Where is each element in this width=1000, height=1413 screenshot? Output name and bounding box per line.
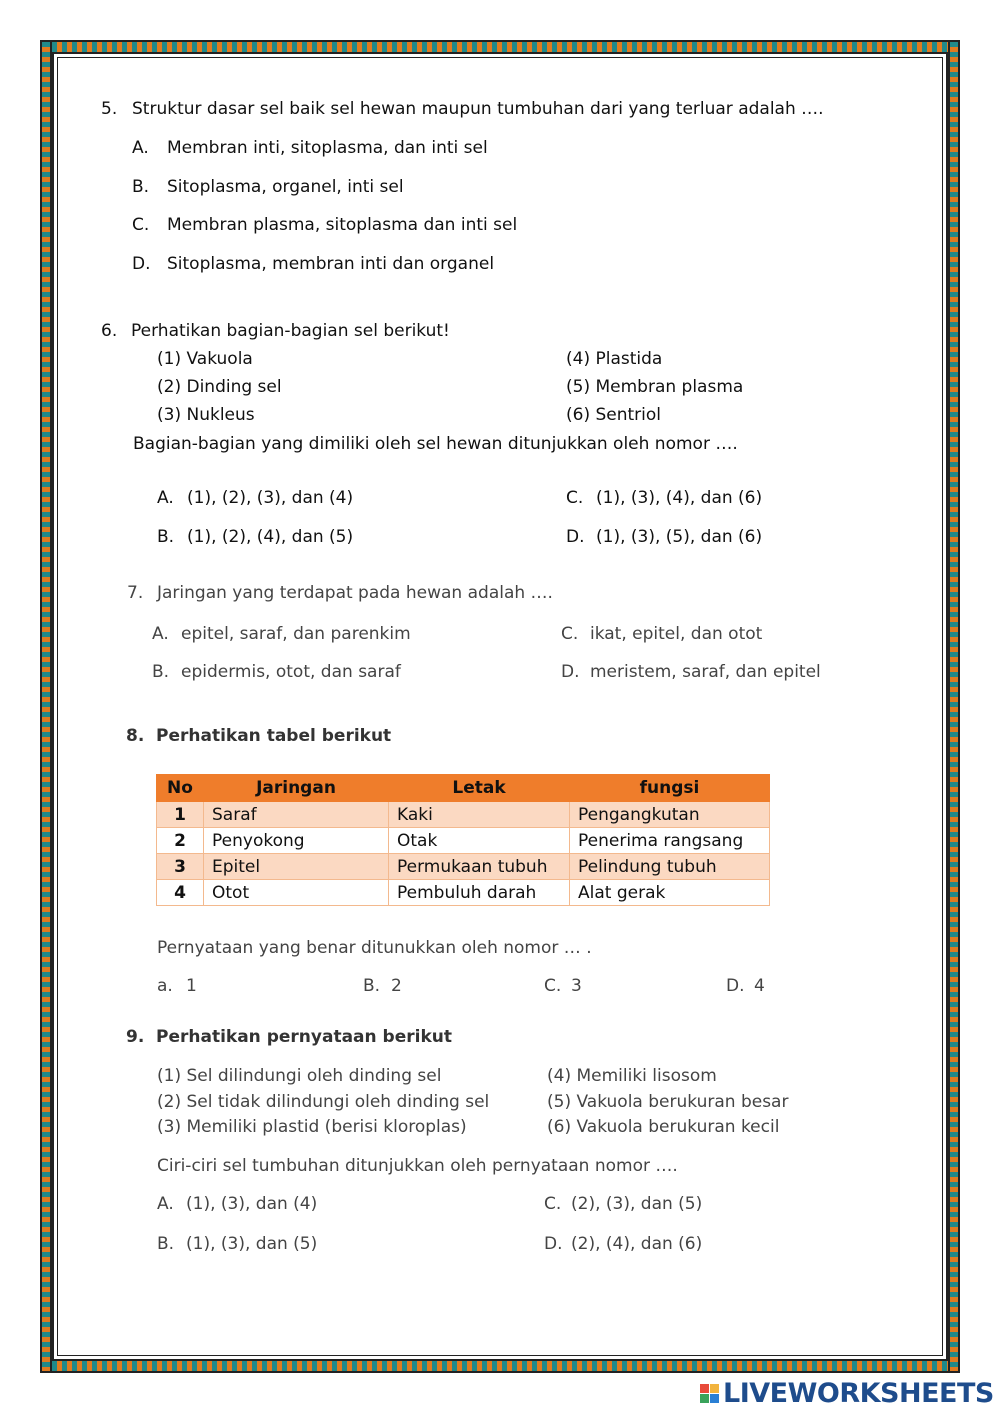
option-letter: C.	[544, 1194, 562, 1214]
table-row	[157, 854, 770, 880]
option-letter: C.	[544, 976, 562, 996]
table-cell: Otak	[389, 828, 570, 854]
table-header: fungsi	[570, 775, 770, 802]
question-prompt: Bagian-bagian yang dimiliki oleh sel hewan ditunjukkan oleh nomor ….	[133, 434, 738, 454]
option-letter: D.	[544, 1234, 563, 1254]
question-text: Perhatikan bagian-bagian sel berikut!	[131, 321, 450, 341]
option-text[interactable]: Sitoplasma, membran inti dan organel	[167, 254, 495, 274]
list-item: (3) Memiliki plastid (berisi kloroplas)	[157, 1117, 467, 1137]
table-cell: Kaki	[389, 802, 570, 828]
option-text[interactable]: (1), (2), (4), dan (5)	[187, 527, 354, 547]
option-letter: B.	[152, 662, 170, 682]
table-cell: Penerima rangsang	[570, 828, 770, 854]
table-cell: Pengangkutan	[570, 802, 770, 828]
table-cell: Alat gerak	[570, 880, 770, 906]
option-letter: A.	[132, 138, 149, 158]
table-cell: Epitel	[204, 854, 389, 880]
table-row	[157, 802, 770, 828]
question-number: 8.	[126, 726, 145, 746]
table-header-row	[157, 775, 770, 802]
table-cell: Pelindung tubuh	[570, 854, 770, 880]
list-item: (6) Vakuola berukuran kecil	[547, 1117, 780, 1137]
list-item: (5) Vakuola berukuran besar	[547, 1092, 789, 1112]
page-border-right	[948, 40, 960, 1373]
option-text[interactable]: 4	[754, 976, 765, 996]
list-item: (2) Dinding sel	[157, 377, 282, 397]
option-text[interactable]: Sitoplasma, organel, inti sel	[167, 177, 404, 197]
list-item: (4) Memiliki lisosom	[547, 1066, 717, 1086]
liveworksheets-logo[interactable]	[700, 1378, 994, 1408]
table-cell: 2	[157, 828, 204, 854]
question-prompt: Pernyataan yang benar ditunukkan oleh nomor … .	[157, 938, 592, 958]
option-text[interactable]: (1), (3), (5), dan (6)	[596, 527, 763, 547]
option-text[interactable]: Membran plasma, sitoplasma dan inti sel	[167, 215, 518, 235]
option-letter: B.	[157, 527, 175, 547]
option-text[interactable]: epitel, saraf, dan parenkim	[181, 624, 411, 644]
option-letter: D.	[132, 254, 151, 274]
table-row	[157, 828, 770, 854]
question-text: Perhatikan pernyataan berikut	[156, 1027, 452, 1047]
list-item: (3) Nukleus	[157, 405, 255, 425]
option-letter: C.	[566, 488, 584, 508]
option-text[interactable]: (1), (2), (3), dan (4)	[187, 488, 354, 508]
list-item: (5) Membran plasma	[566, 377, 744, 397]
option-text[interactable]: 2	[391, 976, 402, 996]
logo-text: LIVEWORKSHEETS	[723, 1377, 994, 1409]
question-number: 5.	[101, 99, 118, 119]
question-text: Jaringan yang terdapat pada hewan adalah ….	[157, 583, 553, 603]
option-text[interactable]: epidermis, otot, dan saraf	[181, 662, 401, 682]
table-cell: Saraf	[204, 802, 389, 828]
table-cell: Otot	[204, 880, 389, 906]
option-text[interactable]: Membran inti, sitoplasma, dan inti sel	[167, 138, 488, 158]
table-cell: 4	[157, 880, 204, 906]
list-item: (1) Vakuola	[157, 349, 253, 369]
option-text[interactable]: (1), (3), dan (5)	[186, 1234, 318, 1254]
option-letter: A.	[152, 624, 169, 644]
option-text[interactable]: 3	[571, 976, 582, 996]
list-item: (6) Sentriol	[566, 405, 662, 425]
tissue-table	[156, 774, 770, 906]
question-number: 6.	[101, 321, 118, 341]
table-cell: 3	[157, 854, 204, 880]
list-item: (2) Sel tidak dilindungi oleh dinding sel	[157, 1092, 490, 1112]
question-number: 9.	[126, 1027, 145, 1047]
option-letter: A.	[157, 1194, 174, 1214]
table-cell: Permukaan tubuh	[389, 854, 570, 880]
option-text[interactable]: (1), (3), (4), dan (6)	[596, 488, 763, 508]
option-letter: B.	[363, 976, 381, 996]
option-letter: D.	[726, 976, 745, 996]
option-text[interactable]: meristem, saraf, dan epitel	[590, 662, 821, 682]
option-letter: D.	[566, 527, 585, 547]
question-text: Perhatikan tabel berikut	[156, 726, 392, 746]
option-text[interactable]: (2), (3), dan (5)	[571, 1194, 703, 1214]
question-text: Struktur dasar sel baik sel hewan maupun tumbuhan dari yang terluar adalah ….	[132, 99, 824, 119]
table-header: Jaringan	[204, 775, 389, 802]
question-prompt: Ciri-ciri sel tumbuhan ditunjukkan oleh pernyataan nomor ….	[157, 1156, 678, 1176]
option-letter: D.	[561, 662, 580, 682]
option-letter: A.	[157, 488, 174, 508]
question-number: 7.	[127, 583, 144, 603]
option-letter: C.	[132, 215, 150, 235]
option-text[interactable]: ikat, epitel, dan otot	[590, 624, 763, 644]
table-header: Letak	[389, 775, 570, 802]
option-letter: C.	[561, 624, 579, 644]
page-border-left	[40, 40, 52, 1373]
option-text[interactable]: 1	[186, 976, 197, 996]
option-text[interactable]: (2), (4), dan (6)	[571, 1234, 703, 1254]
list-item: (4) Plastida	[566, 349, 663, 369]
table-header: No	[157, 775, 204, 802]
option-letter: B.	[132, 177, 150, 197]
option-letter: B.	[157, 1234, 175, 1254]
logo-mark-icon	[700, 1384, 719, 1403]
option-letter: a.	[157, 976, 173, 996]
table-cell: Pembuluh darah	[389, 880, 570, 906]
list-item: (1) Sel dilindungi oleh dinding sel	[157, 1066, 442, 1086]
table-cell: Penyokong	[204, 828, 389, 854]
table-row	[157, 880, 770, 906]
table-cell: 1	[157, 802, 204, 828]
option-text[interactable]: (1), (3), dan (4)	[186, 1194, 318, 1214]
